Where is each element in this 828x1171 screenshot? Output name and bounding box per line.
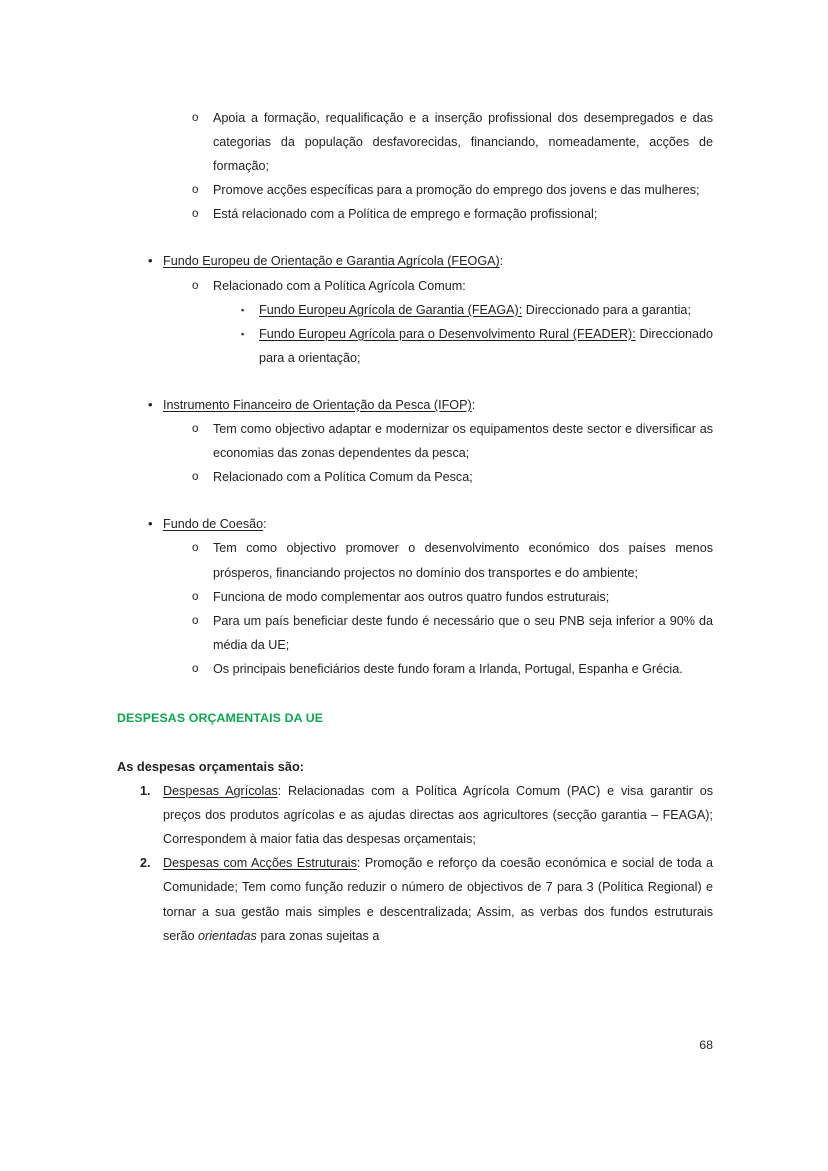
list-item-text: Relacionado com a Política Comum da Pesca; (213, 470, 473, 485)
list-item (117, 298, 713, 322)
list-item-text: Relacionado com a Política Agrícola Comum: (213, 278, 466, 293)
disc-bullet-icon: • (148, 396, 153, 412)
list-item (117, 322, 713, 370)
list-item (117, 609, 713, 657)
list-item (117, 779, 713, 851)
spacer (117, 681, 713, 708)
lead-paragraph: As despesas orçamentais são: (117, 758, 305, 774)
disc-bullet-icon: • (148, 253, 153, 269)
spacer (117, 728, 713, 755)
square-bullet-icon: ▪ (241, 328, 245, 339)
despesas-numbered-list (117, 779, 713, 948)
despesas-agricolas-title: Despesas Agrícolas (163, 784, 278, 799)
list-item-text: Tem como objectivo adaptar e modernizar os equipamentos deste sector e diversificar as economias das zonas dependentes da pesca; (213, 422, 713, 461)
list-item (117, 249, 713, 273)
spacer (117, 370, 713, 393)
feoga-title: Fundo Europeu de Orientação e Garantia Agrícola (FEOGA) (163, 254, 500, 269)
circle-bullet-icon: o (192, 541, 199, 555)
emphasis-orientadas: orientadas (198, 928, 257, 943)
coesao-title-tail: : (263, 517, 267, 532)
list-item (117, 851, 713, 947)
coesao-title: Fundo de Coesão (163, 517, 264, 532)
spacer (117, 226, 713, 249)
feoga-sub-sub-list (117, 298, 713, 370)
coesao-list (117, 512, 713, 536)
list-item (117, 417, 713, 465)
circle-bullet-icon: o (192, 661, 199, 675)
fse-sub-list (117, 106, 713, 226)
circle-bullet-icon: o (192, 589, 199, 603)
list-item (117, 512, 713, 536)
feoga-sub-list (117, 274, 713, 298)
list-number: 2. (140, 856, 151, 871)
list-item (117, 657, 713, 681)
list-item (117, 393, 713, 417)
list-item (117, 274, 713, 298)
list-number: 1. (140, 784, 151, 799)
feaga-title: Fundo Europeu Agrícola de Garantia (FEAGA): (259, 302, 523, 317)
list-item-text: Está relacionado com a Política de emprego e formação profissional; (213, 207, 598, 222)
feader-title: Fundo Europeu Agrícola para o Desenvolvimento Rural (FEADER): (259, 326, 636, 341)
despesas-agricolas-text: : Relacionadas com a Política Agrícola Comum (PAC) e visa garantir os preços dos produtos agrícolas e as ajudas directas aos agricultores (secção garantia – FEAGA); Correspondem à maior fatia das despesas orçamentais; (163, 784, 713, 847)
square-bullet-icon: ▪ (241, 304, 245, 315)
disc-bullet-icon: • (148, 516, 153, 532)
circle-bullet-icon: o (192, 422, 199, 436)
list-item-text: Para um país beneficiar deste fundo é necessário que o seu PNB seja inferior a 90% da média da UE; (213, 613, 713, 652)
list-item (117, 465, 713, 489)
despesas-estruturais-text-tail: para zonas sujeitas a (256, 928, 380, 943)
ifop-list (117, 393, 713, 417)
despesas-estruturais-text: : Promoção e reforço da coesão económica e social de toda a Comunidade; Tem como função reduzir o número de objectivos de 7 para 3 (Política Regional) e tornar a sua gestão mais simples e descentralizada; Assim, as verbas dos fundos estruturais serão (163, 856, 713, 943)
spacer (117, 489, 713, 512)
feoga-list (117, 249, 713, 273)
list-item (117, 536, 713, 584)
list-item-text: Promove acções específicas para a promoção do emprego dos jovens e das mulheres; (213, 183, 700, 198)
feader-text: Direccionado para a orientação; (259, 326, 713, 365)
page-number: 68 (699, 1038, 713, 1052)
list-item-text: Os principais beneficiários deste fundo foram a Irlanda, Portugal, Espanha e Grécia. (213, 661, 683, 676)
circle-bullet-icon: o (192, 278, 199, 292)
ifop-sub-list (117, 417, 713, 489)
coesao-sub-list (117, 536, 713, 681)
ifop-title: Instrumento Financeiro de Orientação da Pesca (IFOP) (163, 397, 472, 412)
circle-bullet-icon: o (192, 111, 199, 124)
circle-bullet-icon: o (192, 470, 199, 484)
circle-bullet-icon: o (192, 207, 199, 221)
despesas-estruturais-title: Despesas com Acções Estruturais (163, 856, 357, 871)
list-item-text: Funciona de modo complementar aos outros quatro fundos estruturais; (213, 589, 610, 604)
list-item (117, 178, 713, 202)
feoga-title-tail: : (499, 254, 504, 269)
circle-bullet-icon: o (192, 183, 199, 197)
ifop-title-tail: : (471, 397, 476, 412)
circle-bullet-icon: o (192, 613, 199, 627)
list-item (117, 106, 713, 178)
list-item (117, 585, 713, 609)
page-content (117, 106, 713, 948)
list-item (117, 202, 713, 226)
feaga-text: Direccionado para a garantia; (522, 302, 691, 317)
list-item-text: Apoia a formação, requalificação e a inserção profissional dos desempregados e das categorias da população desfavorecidas, financiando, nomeadamente, acções de formação; (213, 111, 713, 174)
section-heading-despesas: DESPESAS ORÇAMENTAIS DA UE (117, 710, 324, 725)
list-item-text: Tem como objectivo promover o desenvolvimento económico dos países menos prósperos, financiando projectos no domínio dos transportes e do ambiente; (213, 541, 713, 580)
